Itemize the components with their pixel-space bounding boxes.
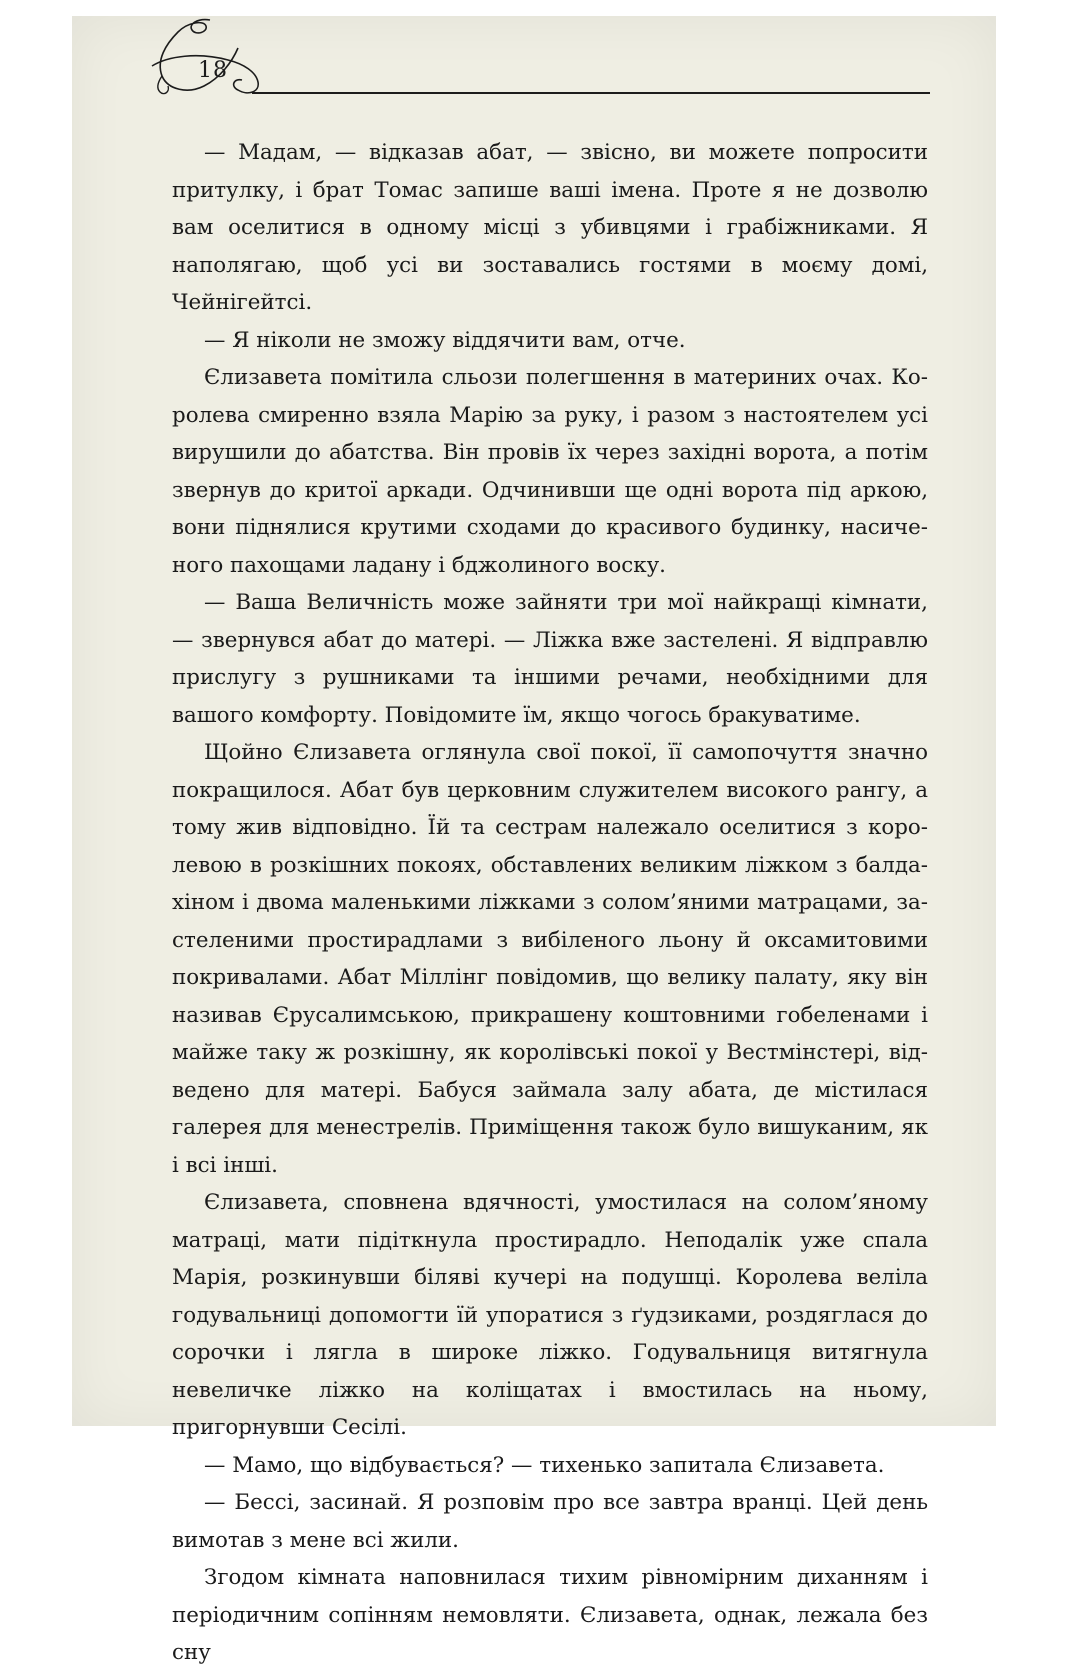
- paragraph: — Я ніколи не зможу віддячити вам, отче.: [204, 327, 686, 353]
- paragraph: Щойно Єлизавета оглянула свої покої, її самопочуття значно покращилося. Абат був церковним служителем високого рангу, а тому жив відповідно. Їй та сестрам належало оселитися з королевою в розкішних покоях, обставлених великим ліжком з балдахіном і двома маленькими ліжками з солом’яними матрацами, застеленими простирадлами з вибіленого льону й оксамитовими покривалами. Абат Міллінг повідомив, що велику палату, яку він називав Єрусалимською, прикрашену коштовними гобеленами і майже таку ж розкішну, як королівські покої у Вестмінстері, відведено для матері. Бабуся займала залу абата, де містилася галерея для менестрелів. Приміщення також було вишуканим, як і всі інші.: [172, 740, 928, 1178]
- book-page: [72, 16, 996, 1665]
- paragraph: Згодом кімната наповнилася тихим рівномірним диханням і періодичним сопінням немовляти. Єлизавета, однак, лежала без сну: [172, 1565, 928, 1665]
- header-rule: [252, 92, 930, 94]
- paragraph: Єлизавета, сповнена вдячності, умостилася на солом’яному матраці, мати підіткнула простирадло. Неподалік уже спала Марія, розкинувши біляві кучері на подушці. Королева веліла годувальниці допомогти їй упоратися з ґудзиками, роздяглася до сорочки і лягла в широке ліжко. Годувальниця витягнула невеличке ліжко на коліщатах і вмостилась на ньому, пригорнувши Сесілі.: [172, 1190, 928, 1440]
- page-number: 18: [198, 58, 228, 83]
- paragraph: — Мадам, — відказав абат, — звісно, ви можете попросити притулку, і брат Томас запише ваші імена. Проте я не дозволю вам оселитися в одному місці з убивцями і грабіжниками. Я наполягаю, щоб усі ви зоставались гостями в моєму домі, Чейнігейтсі.: [172, 140, 928, 315]
- paragraph: — Бессі, засинай. Я розповім про все завтра вранці. Цей день вимотав з мене всі жили.: [172, 1490, 928, 1553]
- paragraph: Єлизавета помітила сльози полегшення в материних очах. Королева смиренно взяла Марію за руку, і разом з настоятелем усі вирушили до абатства. Він провів їх через західні ворота, а потім звернув до критої аркади. Одчинивши ще одні ворота під аркою, вони піднялися крутими сходами до красивого будинку, насиченого пахощами ладану і бджолиного воску.: [172, 365, 928, 578]
- paragraph: — Мамо, що відбувається? — тихенько запитала Єлизавета.: [204, 1452, 885, 1478]
- page-header: [72, 16, 996, 106]
- page-text-body: [172, 134, 928, 1672]
- paragraph: — Ваша Величність може зайняти три мої найкращі кімнати, — звернувся абат до матері. — Ліжка вже застелені. Я відправлю прислугу з рушниками та іншими речами, необхідними для вашого комфорту. Повідомите їм, якщо чогось бракуватиме.: [172, 590, 928, 728]
